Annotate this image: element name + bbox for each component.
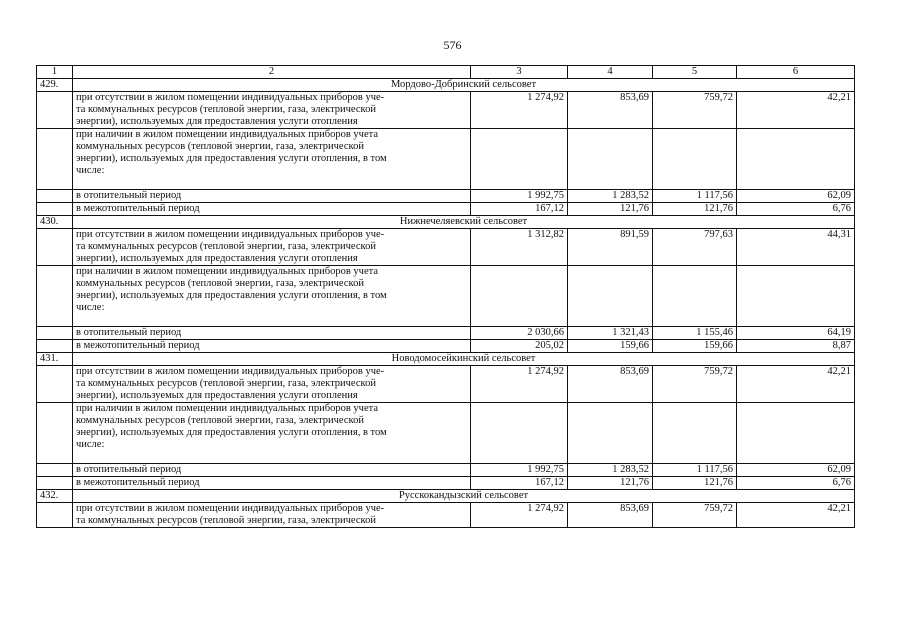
- table-row: [37, 503, 855, 528]
- row-description: при отсутствии в жилом помещении индивидуальных приборов уче- та коммунальных ресурсов (тепловой энергии, газа, электрической энергии), используемых для предоставления услуги отопления: [73, 366, 471, 403]
- row-number-cell: [37, 266, 73, 327]
- table-body: [37, 66, 855, 528]
- value-cell-v6: [737, 266, 855, 327]
- row-number-cell: [37, 92, 73, 129]
- value-cell-v3: 167,12: [471, 477, 568, 490]
- table-row: [37, 477, 855, 490]
- table-row: [37, 92, 855, 129]
- value-cell-v4: 853,69: [568, 503, 653, 528]
- value-cell-v3: 1 274,92: [471, 366, 568, 403]
- value-cell-v5: 759,72: [653, 92, 737, 129]
- row-description: в отопительный период: [73, 190, 471, 203]
- value-cell-v6: 6,76: [737, 203, 855, 216]
- column-header: 6: [737, 66, 855, 79]
- row-number-cell: [37, 203, 73, 216]
- value-cell-v4: [568, 266, 653, 327]
- value-cell-v6: 6,76: [737, 477, 855, 490]
- value-cell-v5: 797,63: [653, 229, 737, 266]
- value-cell-v5: 759,72: [653, 503, 737, 528]
- column-header: 1: [37, 66, 73, 79]
- value-cell-v6: 42,21: [737, 92, 855, 129]
- row-number-cell: [37, 190, 73, 203]
- section-number: 432.: [37, 490, 73, 503]
- value-cell-v4: 1 283,52: [568, 464, 653, 477]
- value-cell-v4: 891,59: [568, 229, 653, 266]
- row-number-cell: [37, 327, 73, 340]
- value-cell-v5: 1 117,56: [653, 464, 737, 477]
- row-number-cell: [37, 503, 73, 528]
- section-header-row: [37, 79, 855, 92]
- value-cell-v5: 121,76: [653, 477, 737, 490]
- row-number-cell: [37, 464, 73, 477]
- value-cell-v5: 1 117,56: [653, 190, 737, 203]
- value-cell-v5: 1 155,46: [653, 327, 737, 340]
- value-cell-v4: 853,69: [568, 92, 653, 129]
- table-row: [37, 229, 855, 266]
- table-row: [37, 190, 855, 203]
- column-header: 2: [73, 66, 471, 79]
- value-cell-v5: 759,72: [653, 366, 737, 403]
- row-description: в межотопительный период: [73, 477, 471, 490]
- value-cell-v3: 2 030,66: [471, 327, 568, 340]
- value-cell-v4: 121,76: [568, 203, 653, 216]
- row-description: при отсутствии в жилом помещении индивидуальных приборов уче- та коммунальных ресурсов (тепловой энергии, газа, электрической энергии), используемых для предоставления услуги отопления: [73, 92, 471, 129]
- value-cell-v6: [737, 403, 855, 464]
- tariff-table: [36, 65, 855, 528]
- value-cell-v4: [568, 403, 653, 464]
- value-cell-v5: [653, 266, 737, 327]
- table-row: [37, 464, 855, 477]
- section-number: 429.: [37, 79, 73, 92]
- value-cell-v4: 1 321,43: [568, 327, 653, 340]
- value-cell-v3: 1 274,92: [471, 503, 568, 528]
- table-row: [37, 403, 855, 464]
- value-cell-v4: 159,66: [568, 340, 653, 353]
- row-number-cell: [37, 403, 73, 464]
- value-cell-v3: 1 992,75: [471, 190, 568, 203]
- row-number-cell: [37, 477, 73, 490]
- row-description: при отсутствии в жилом помещении индивидуальных приборов уче- та коммунальных ресурсов (тепловой энергии, газа, электрической: [73, 503, 471, 528]
- row-description: при наличии в жилом помещении индивидуальных приборов учета коммунальных ресурсов (тепловой энергии, газа, электрической энергии), используемых для предоставления услуги отопления, в том числе:: [73, 129, 471, 190]
- row-description: при наличии в жилом помещении индивидуальных приборов учета коммунальных ресурсов (тепловой энергии, газа, электрической энергии), используемых для предоставления услуги отопления, в том числе:: [73, 403, 471, 464]
- row-description: в отопительный период: [73, 327, 471, 340]
- section-name: Нижнечеляевский сельсовет: [73, 216, 855, 229]
- section-name: Мордово-Добринский сельсовет: [73, 79, 855, 92]
- value-cell-v6: 44,31: [737, 229, 855, 266]
- value-cell-v6: 42,21: [737, 503, 855, 528]
- row-number-cell: [37, 340, 73, 353]
- row-description: в межотопительный период: [73, 340, 471, 353]
- table-row: [37, 340, 855, 353]
- value-cell-v5: [653, 403, 737, 464]
- value-cell-v6: [737, 129, 855, 190]
- value-cell-v3: [471, 129, 568, 190]
- value-cell-v6: 62,09: [737, 190, 855, 203]
- section-name: Новодомосейкинский сельсовет: [73, 353, 855, 366]
- value-cell-v4: 1 283,52: [568, 190, 653, 203]
- row-number-cell: [37, 229, 73, 266]
- table-row: [37, 266, 855, 327]
- value-cell-v6: 8,87: [737, 340, 855, 353]
- value-cell-v5: [653, 129, 737, 190]
- row-description: в отопительный период: [73, 464, 471, 477]
- value-cell-v6: 64,19: [737, 327, 855, 340]
- row-description: при отсутствии в жилом помещении индивидуальных приборов уче- та коммунальных ресурсов (тепловой энергии, газа, электрической энергии), используемых для предоставления услуги отопления: [73, 229, 471, 266]
- section-header-row: [37, 353, 855, 366]
- value-cell-v3: [471, 403, 568, 464]
- value-cell-v5: 159,66: [653, 340, 737, 353]
- column-header: 3: [471, 66, 568, 79]
- page-number: 576: [443, 38, 462, 52]
- value-cell-v3: 1 274,92: [471, 92, 568, 129]
- value-cell-v4: 853,69: [568, 366, 653, 403]
- value-cell-v4: 121,76: [568, 477, 653, 490]
- value-cell-v3: [471, 266, 568, 327]
- column-header-row: [37, 66, 855, 79]
- table-row: [37, 129, 855, 190]
- value-cell-v3: 1 312,82: [471, 229, 568, 266]
- value-cell-v5: 121,76: [653, 203, 737, 216]
- row-number-cell: [37, 366, 73, 403]
- section-name: Русскокандызский сельсовет: [73, 490, 855, 503]
- table-row: [37, 327, 855, 340]
- column-header: 5: [653, 66, 737, 79]
- row-description: при наличии в жилом помещении индивидуальных приборов учета коммунальных ресурсов (тепловой энергии, газа, электрической энергии), используемых для предоставления услуги отопления, в том числе:: [73, 266, 471, 327]
- value-cell-v6: 42,21: [737, 366, 855, 403]
- section-header-row: [37, 216, 855, 229]
- value-cell-v3: 205,02: [471, 340, 568, 353]
- section-number: 430.: [37, 216, 73, 229]
- value-cell-v6: 62,09: [737, 464, 855, 477]
- column-header: 4: [568, 66, 653, 79]
- value-cell-v3: 167,12: [471, 203, 568, 216]
- table-row: [37, 366, 855, 403]
- section-header-row: [37, 490, 855, 503]
- section-number: 431.: [37, 353, 73, 366]
- value-cell-v3: 1 992,75: [471, 464, 568, 477]
- row-description: в межотопительный период: [73, 203, 471, 216]
- row-number-cell: [37, 129, 73, 190]
- table-row: [37, 203, 855, 216]
- value-cell-v4: [568, 129, 653, 190]
